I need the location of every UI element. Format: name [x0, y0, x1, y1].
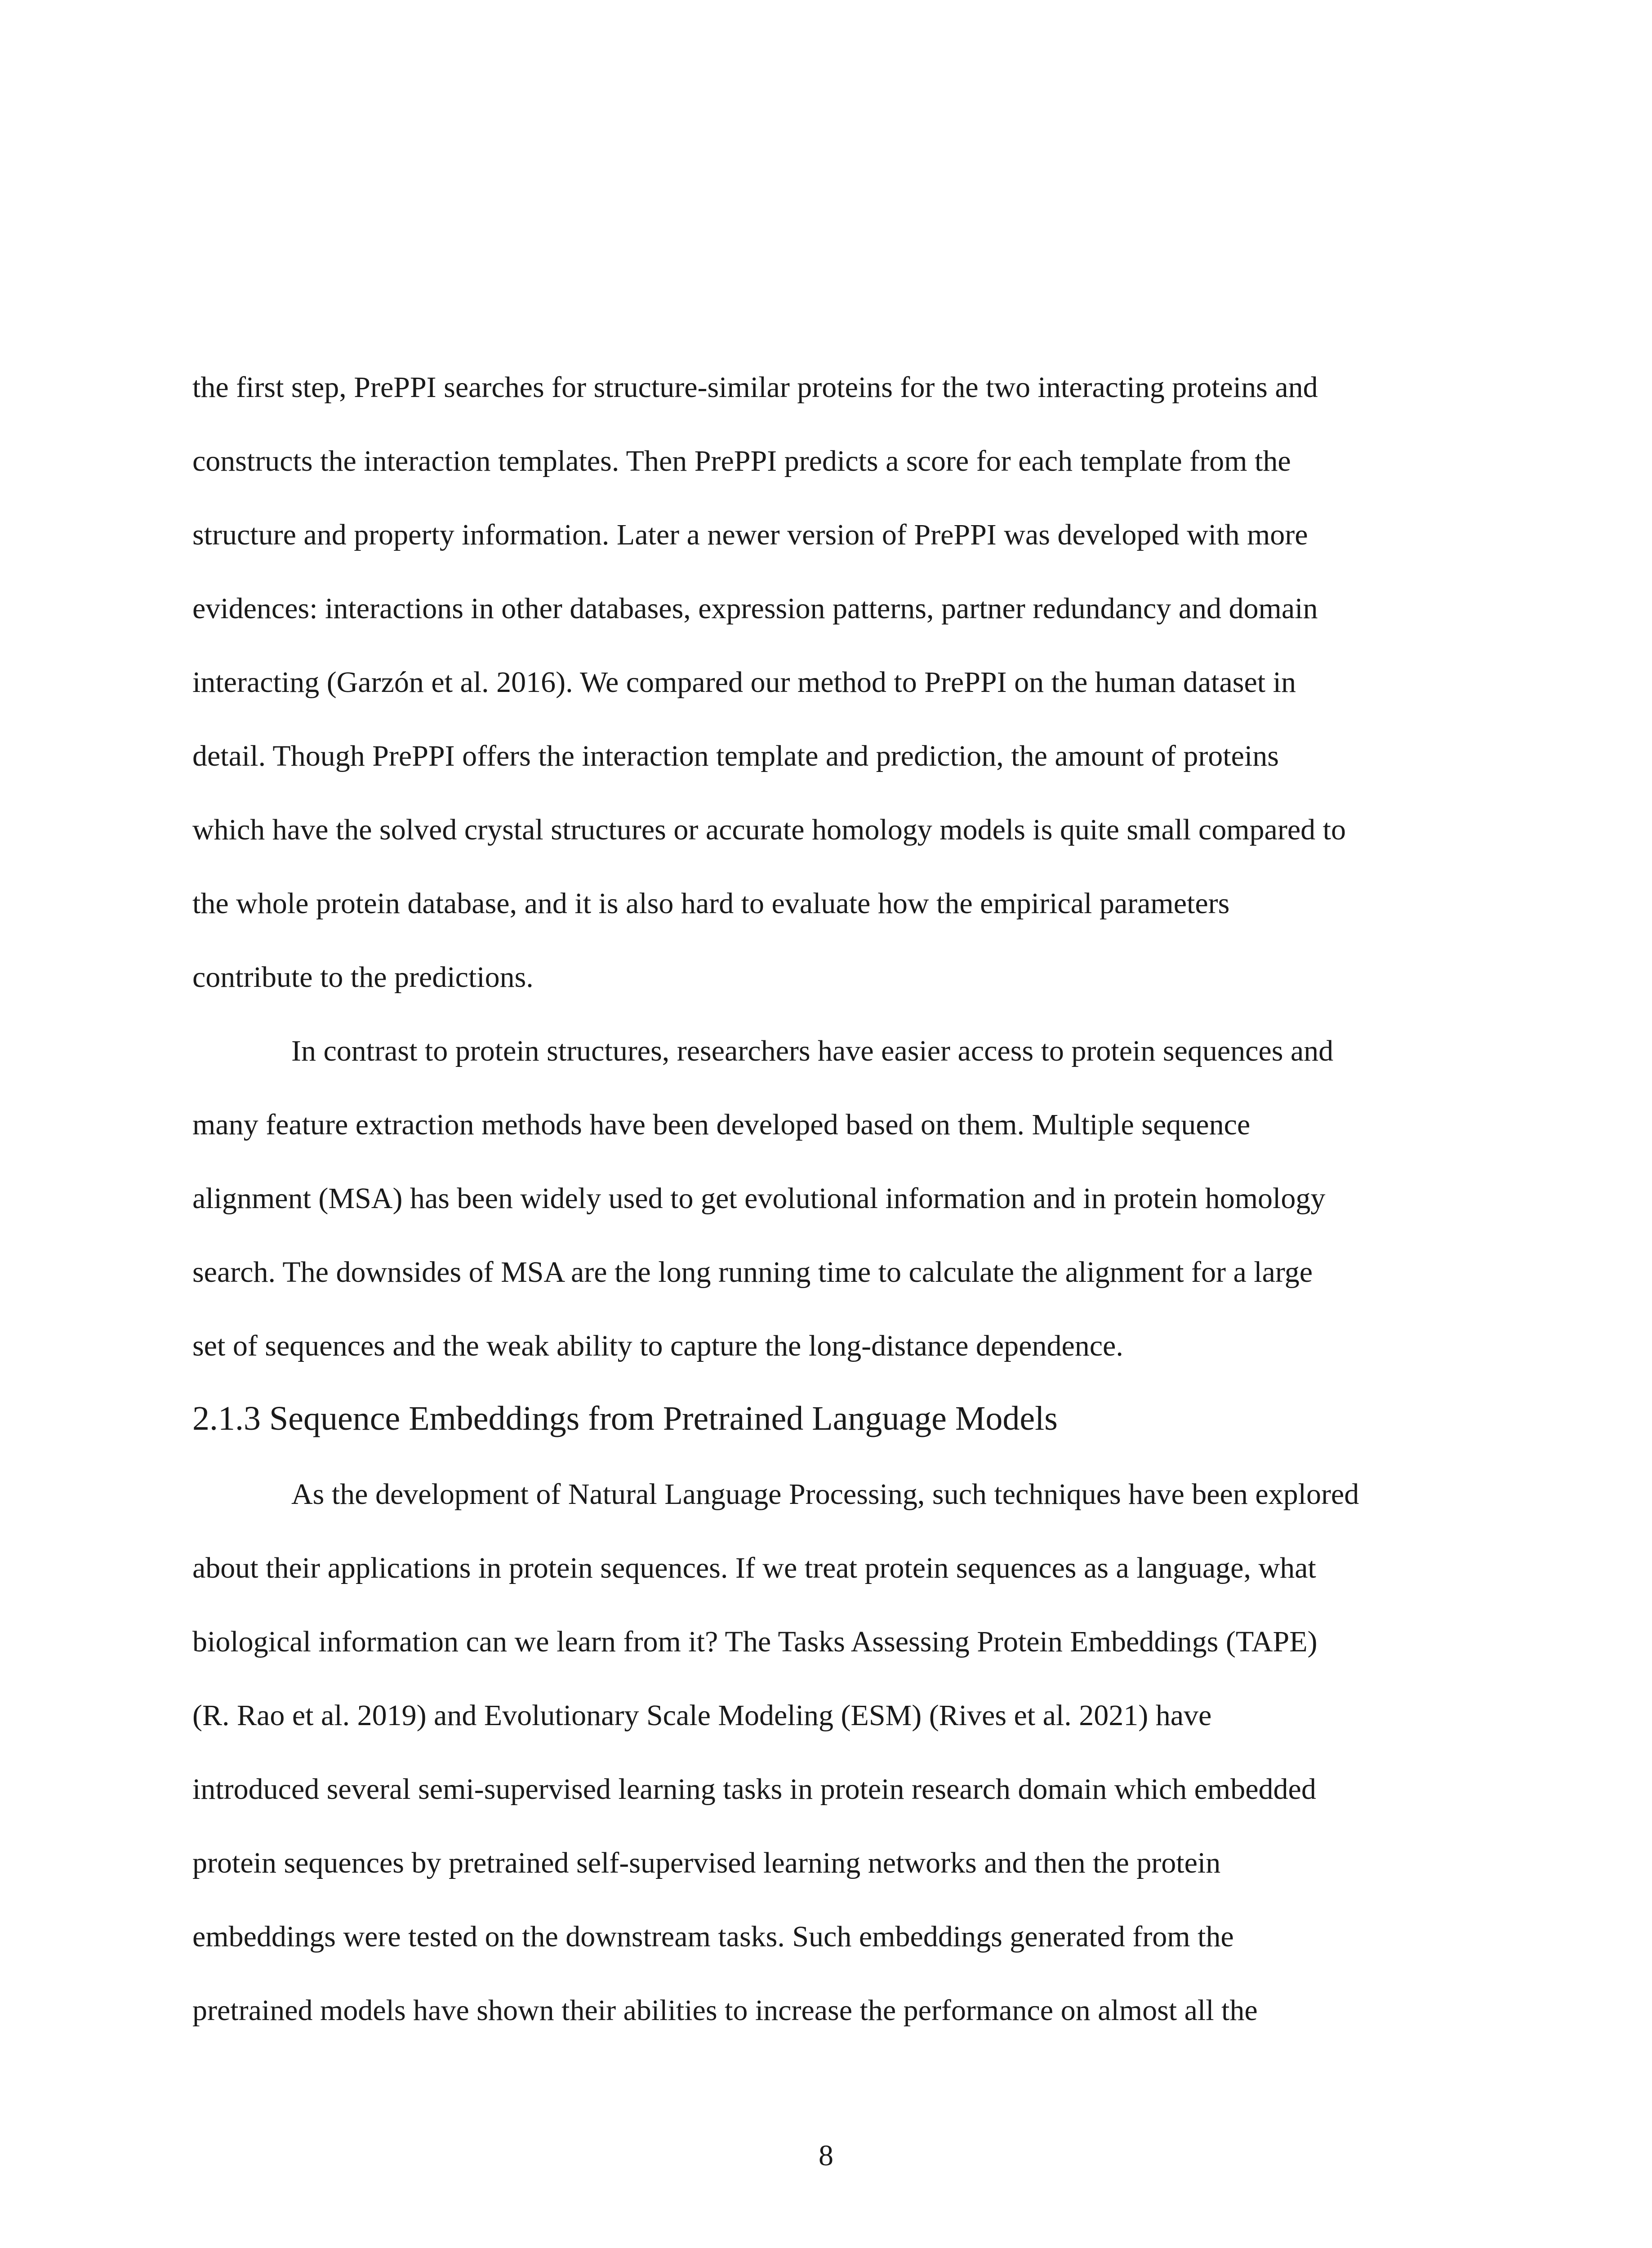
paragraph-1-line: the whole protein database, and it is also hard to evaluate how the empirical parameters	[192, 887, 1230, 920]
paragraph-2-line: In contrast to protein structures, researchers have easier access to protein sequences and	[291, 1035, 1334, 1067]
paragraph-3-line: pretrained models have shown their abilities to increase the performance on almost all the	[192, 1994, 1258, 2027]
paragraph-1-line: detail. Though PrePPI offers the interaction template and prediction, the amount of proteins	[192, 740, 1279, 772]
section-heading: 2.1.3 Sequence Embeddings from Pretrained Language Models	[192, 1400, 1058, 1437]
paragraph-3-line: As the development of Natural Language Processing, such techniques have been explored	[291, 1478, 1359, 1511]
paragraph-2-line: set of sequences and the weak ability to capture the long-distance dependence.	[192, 1329, 1123, 1362]
page-number: 8	[819, 2139, 833, 2172]
paragraph-3-line: about their applications in protein sequences. If we treat protein sequences as a language, what	[192, 1552, 1316, 1584]
paragraph-3-line: protein sequences by pretrained self-supervised learning networks and then the protein	[192, 1847, 1221, 1879]
paragraph-3-line: introduced several semi-supervised learning tasks in protein research domain which embedded	[192, 1773, 1316, 1806]
paragraph-1-line: interacting (Garzón et al. 2016). We compared our method to PrePPI on the human dataset in	[192, 666, 1296, 699]
paragraph-2-line: many feature extraction methods have been developed based on them. Multiple sequence	[192, 1108, 1251, 1141]
paragraph-1-line: which have the solved crystal structures or accurate homology models is quite small compared to	[192, 813, 1346, 846]
paragraph-2-line: alignment (MSA) has been widely used to get evolutional information and in protein homology	[192, 1182, 1326, 1215]
paragraph-1-line: constructs the interaction templates. Then PrePPI predicts a score for each template from the	[192, 445, 1291, 477]
paragraph-1-line: evidences: interactions in other databases, expression patterns, partner redundancy and domain	[192, 592, 1318, 625]
paragraph-3-line: (R. Rao et al. 2019) and Evolutionary Scale Modeling (ESM) (Rives et al. 2021) have	[192, 1699, 1212, 1732]
paragraph-2-line: search. The downsides of MSA are the long running time to calculate the alignment for a large	[192, 1256, 1313, 1289]
paragraph-1-line: structure and property information. Later a newer version of PrePPI was developed with more	[192, 518, 1308, 551]
paragraph-3-line: embeddings were tested on the downstream tasks. Such embeddings generated from the	[192, 1920, 1234, 1953]
paragraph-3-line: biological information can we learn from it? The Tasks Assessing Protein Embeddings (TAPE)	[192, 1625, 1318, 1658]
paragraph-1-line: contribute to the predictions.	[192, 961, 534, 994]
paragraph-1-line: the first step, PrePPI searches for structure-similar proteins for the two interacting proteins and	[192, 371, 1318, 404]
